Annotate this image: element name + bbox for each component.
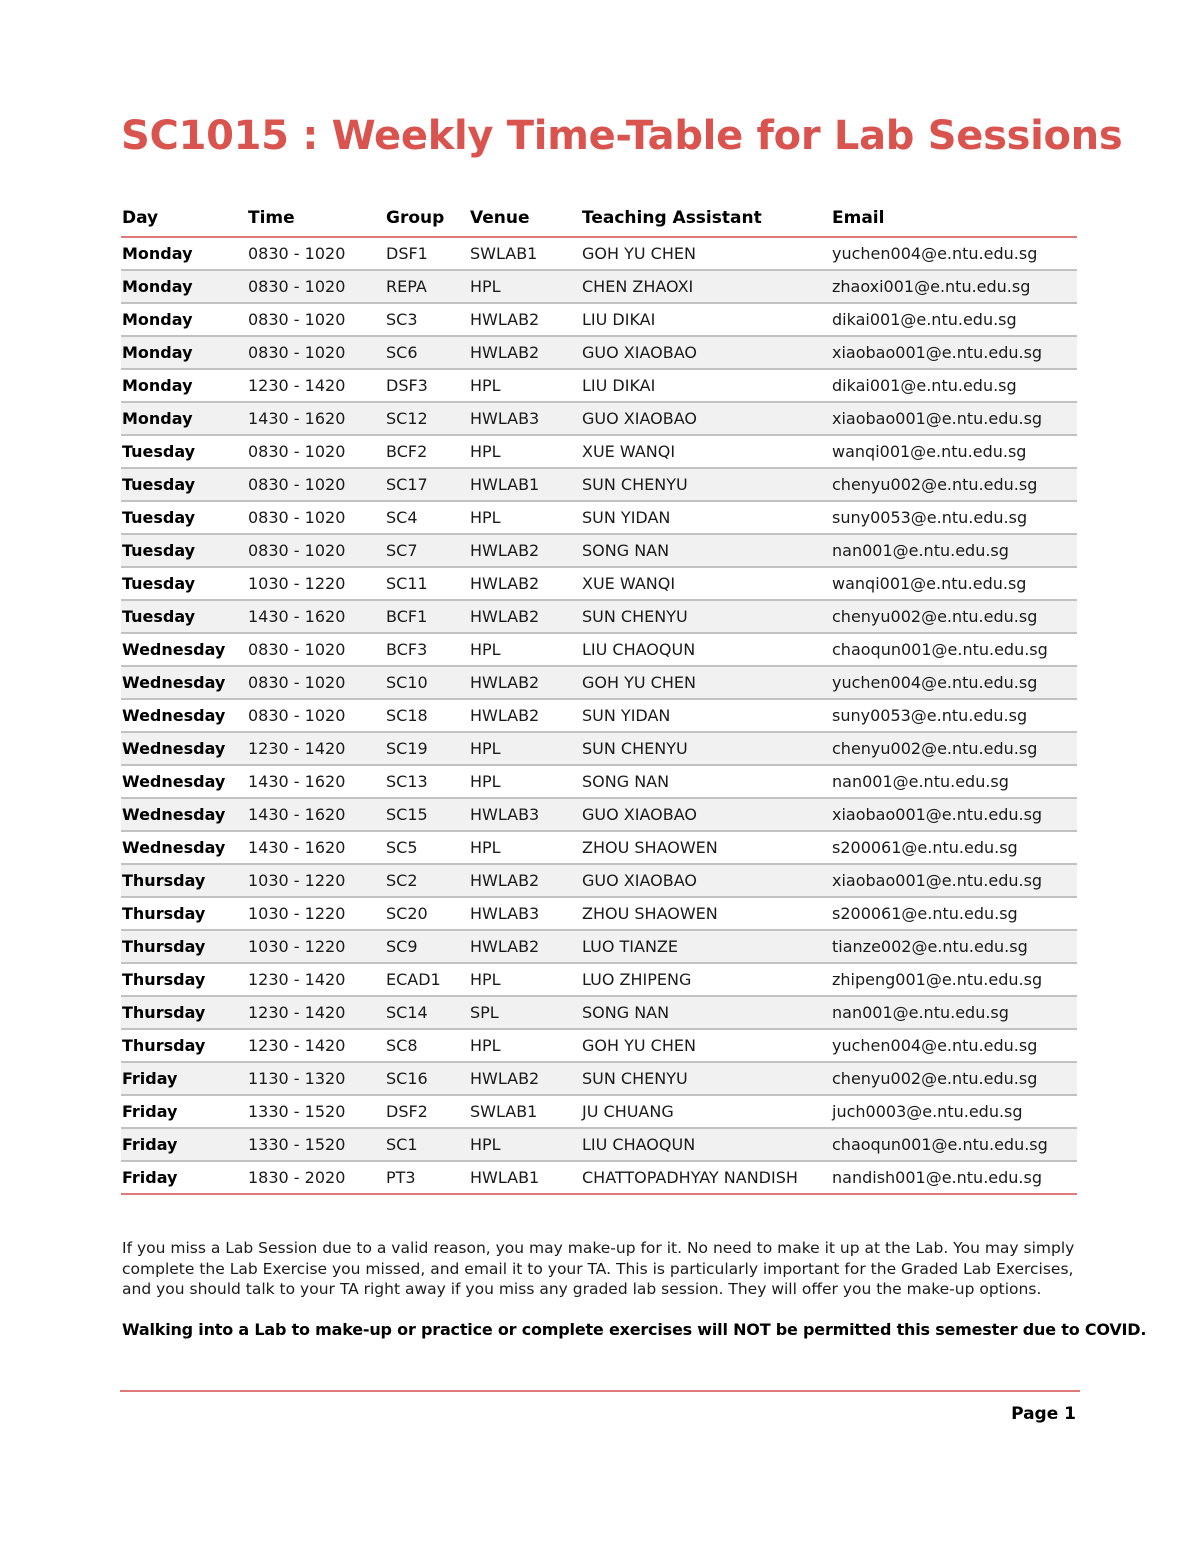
- table-row: [121, 468, 1077, 501]
- cell-time: 0830 - 1020: [247, 534, 385, 567]
- cell-email: nan001@e.ntu.edu.sg: [831, 996, 1077, 1029]
- cell-email: xiaobao001@e.ntu.edu.sg: [831, 336, 1077, 369]
- cell-teaching-assistant: SUN CHENYU: [581, 1062, 831, 1095]
- cell-group: SC11: [385, 567, 469, 600]
- cell-group: SC12: [385, 402, 469, 435]
- table-row: [121, 336, 1077, 369]
- table-row: [121, 1095, 1077, 1128]
- cell-email: yuchen004@e.ntu.edu.sg: [831, 1029, 1077, 1062]
- cell-time: 1430 - 1620: [247, 831, 385, 864]
- header-email: Email: [831, 200, 1077, 237]
- cell-time: 0830 - 1020: [247, 501, 385, 534]
- cell-teaching-assistant: GUO XIAOBAO: [581, 864, 831, 897]
- cell-time: 1230 - 1420: [247, 963, 385, 996]
- cell-day: Monday: [121, 270, 247, 303]
- table-row: [121, 369, 1077, 402]
- cell-email: dikai001@e.ntu.edu.sg: [831, 303, 1077, 336]
- table-row: [121, 798, 1077, 831]
- cell-group: SC3: [385, 303, 469, 336]
- cell-email: chaoqun001@e.ntu.edu.sg: [831, 633, 1077, 666]
- cell-email: wanqi001@e.ntu.edu.sg: [831, 435, 1077, 468]
- table-row: [121, 237, 1077, 270]
- cell-venue: HWLAB2: [469, 1062, 581, 1095]
- cell-teaching-assistant: SONG NAN: [581, 996, 831, 1029]
- cell-venue: HPL: [469, 765, 581, 798]
- cell-group: SC1: [385, 1128, 469, 1161]
- cell-teaching-assistant: GOH YU CHEN: [581, 666, 831, 699]
- cell-time: 1230 - 1420: [247, 996, 385, 1029]
- cell-venue: SWLAB1: [469, 1095, 581, 1128]
- cell-time: 0830 - 1020: [247, 237, 385, 270]
- cell-group: DSF1: [385, 237, 469, 270]
- cell-day: Wednesday: [121, 633, 247, 666]
- cell-email: xiaobao001@e.ntu.edu.sg: [831, 798, 1077, 831]
- table-row: [121, 633, 1077, 666]
- table-row: [121, 864, 1077, 897]
- table-row: [121, 600, 1077, 633]
- table-header-row: [121, 200, 1077, 237]
- cell-time: 1430 - 1620: [247, 798, 385, 831]
- cell-time: 1130 - 1320: [247, 1062, 385, 1095]
- cell-group: SC10: [385, 666, 469, 699]
- cell-teaching-assistant: SONG NAN: [581, 765, 831, 798]
- cell-day: Monday: [121, 336, 247, 369]
- cell-email: dikai001@e.ntu.edu.sg: [831, 369, 1077, 402]
- cell-time: 1430 - 1620: [247, 600, 385, 633]
- table-row: [121, 699, 1077, 732]
- cell-teaching-assistant: GUO XIAOBAO: [581, 336, 831, 369]
- cell-email: chenyu002@e.ntu.edu.sg: [831, 600, 1077, 633]
- cell-teaching-assistant: SONG NAN: [581, 534, 831, 567]
- cell-day: Tuesday: [121, 567, 247, 600]
- cell-email: zhipeng001@e.ntu.edu.sg: [831, 963, 1077, 996]
- cell-teaching-assistant: GUO XIAOBAO: [581, 798, 831, 831]
- cell-venue: HPL: [469, 501, 581, 534]
- cell-teaching-assistant: SUN CHENYU: [581, 600, 831, 633]
- cell-time: 0830 - 1020: [247, 699, 385, 732]
- cell-group: SC19: [385, 732, 469, 765]
- cell-group: SC17: [385, 468, 469, 501]
- cell-group: DSF2: [385, 1095, 469, 1128]
- cell-group: REPA: [385, 270, 469, 303]
- cell-group: ECAD1: [385, 963, 469, 996]
- page-title: SC1015 : Weekly Time-Table for Lab Sessions: [121, 113, 1123, 159]
- lab-timetable: [121, 200, 1077, 1195]
- cell-venue: HWLAB3: [469, 798, 581, 831]
- page-number: Page 1: [1011, 1404, 1076, 1424]
- cell-group: SC7: [385, 534, 469, 567]
- makeup-note: If you miss a Lab Session due to a valid reason, you may make-up for it. No need to make it up at the Lab. You may simply complete the Lab Exercise you missed, and email it to your TA. This is particularly important for the Graded Lab Exercises, and you should talk to your TA right away if you miss any graded lab session. They will offer you the make-up options.: [122, 1239, 1075, 1298]
- cell-venue: HPL: [469, 435, 581, 468]
- cell-email: yuchen004@e.ntu.edu.sg: [831, 666, 1077, 699]
- cell-teaching-assistant: CHATTOPADHYAY NANDISH: [581, 1161, 831, 1194]
- cell-time: 0830 - 1020: [247, 303, 385, 336]
- cell-venue: HPL: [469, 1128, 581, 1161]
- cell-venue: SWLAB1: [469, 237, 581, 270]
- cell-venue: HWLAB1: [469, 468, 581, 501]
- cell-day: Tuesday: [121, 468, 247, 501]
- cell-day: Friday: [121, 1161, 247, 1194]
- cell-email: chenyu002@e.ntu.edu.sg: [831, 468, 1077, 501]
- cell-venue: HWLAB2: [469, 303, 581, 336]
- cell-email: chaoqun001@e.ntu.edu.sg: [831, 1128, 1077, 1161]
- cell-teaching-assistant: JU CHUANG: [581, 1095, 831, 1128]
- cell-group: SC15: [385, 798, 469, 831]
- cell-time: 1430 - 1620: [247, 402, 385, 435]
- cell-teaching-assistant: ZHOU SHAOWEN: [581, 831, 831, 864]
- table-row: [121, 765, 1077, 798]
- cell-teaching-assistant: GOH YU CHEN: [581, 237, 831, 270]
- cell-teaching-assistant: LUO TIANZE: [581, 930, 831, 963]
- cell-group: SC4: [385, 501, 469, 534]
- cell-venue: HWLAB2: [469, 567, 581, 600]
- cell-email: nan001@e.ntu.edu.sg: [831, 765, 1077, 798]
- cell-group: SC5: [385, 831, 469, 864]
- table-row: [121, 435, 1077, 468]
- cell-time: 1230 - 1420: [247, 1029, 385, 1062]
- cell-group: SC18: [385, 699, 469, 732]
- table-row: [121, 666, 1077, 699]
- cell-group: SC6: [385, 336, 469, 369]
- cell-email: tianze002@e.ntu.edu.sg: [831, 930, 1077, 963]
- table-row: [121, 930, 1077, 963]
- cell-email: juch0003@e.ntu.edu.sg: [831, 1095, 1077, 1128]
- cell-email: yuchen004@e.ntu.edu.sg: [831, 237, 1077, 270]
- cell-teaching-assistant: GOH YU CHEN: [581, 1029, 831, 1062]
- cell-time: 0830 - 1020: [247, 270, 385, 303]
- cell-teaching-assistant: SUN CHENYU: [581, 468, 831, 501]
- cell-venue: HWLAB2: [469, 600, 581, 633]
- covid-notice: Walking into a Lab to make-up or practice or complete exercises will NOT be permitted this semester due to COVID.: [122, 1320, 1147, 1339]
- cell-day: Thursday: [121, 996, 247, 1029]
- cell-teaching-assistant: LIU CHAOQUN: [581, 633, 831, 666]
- table-row: [121, 831, 1077, 864]
- cell-group: SC8: [385, 1029, 469, 1062]
- cell-day: Thursday: [121, 897, 247, 930]
- cell-time: 1430 - 1620: [247, 765, 385, 798]
- cell-email: wanqi001@e.ntu.edu.sg: [831, 567, 1077, 600]
- table-row: [121, 897, 1077, 930]
- cell-venue: HPL: [469, 732, 581, 765]
- cell-venue: HPL: [469, 831, 581, 864]
- table-row: [121, 303, 1077, 336]
- cell-venue: HWLAB2: [469, 699, 581, 732]
- cell-teaching-assistant: LIU CHAOQUN: [581, 1128, 831, 1161]
- cell-teaching-assistant: XUE WANQI: [581, 567, 831, 600]
- table-row: [121, 963, 1077, 996]
- cell-email: zhaoxi001@e.ntu.edu.sg: [831, 270, 1077, 303]
- cell-group: SC14: [385, 996, 469, 1029]
- cell-time: 1030 - 1220: [247, 930, 385, 963]
- cell-venue: HWLAB2: [469, 864, 581, 897]
- cell-day: Wednesday: [121, 666, 247, 699]
- table-row: [121, 996, 1077, 1029]
- cell-venue: HWLAB2: [469, 534, 581, 567]
- cell-day: Friday: [121, 1095, 247, 1128]
- cell-group: DSF3: [385, 369, 469, 402]
- cell-teaching-assistant: GUO XIAOBAO: [581, 402, 831, 435]
- cell-venue: HWLAB3: [469, 402, 581, 435]
- cell-group: BCF3: [385, 633, 469, 666]
- cell-day: Monday: [121, 369, 247, 402]
- cell-group: BCF1: [385, 600, 469, 633]
- header-group: Group: [385, 200, 469, 237]
- cell-group: SC2: [385, 864, 469, 897]
- table-row: [121, 567, 1077, 600]
- cell-venue: HPL: [469, 963, 581, 996]
- cell-venue: HPL: [469, 270, 581, 303]
- cell-day: Monday: [121, 303, 247, 336]
- cell-group: SC16: [385, 1062, 469, 1095]
- cell-time: 0830 - 1020: [247, 633, 385, 666]
- cell-day: Tuesday: [121, 534, 247, 567]
- cell-teaching-assistant: LIU DIKAI: [581, 303, 831, 336]
- table-row: [121, 1062, 1077, 1095]
- cell-time: 1330 - 1520: [247, 1128, 385, 1161]
- cell-venue: HWLAB2: [469, 336, 581, 369]
- table-row: [121, 270, 1077, 303]
- cell-time: 1030 - 1220: [247, 897, 385, 930]
- table-row: [121, 1161, 1077, 1194]
- cell-day: Friday: [121, 1128, 247, 1161]
- header-teaching-assistant: Teaching Assistant: [581, 200, 831, 237]
- table-row: [121, 402, 1077, 435]
- cell-email: s200061@e.ntu.edu.sg: [831, 831, 1077, 864]
- cell-day: Wednesday: [121, 699, 247, 732]
- cell-email: nan001@e.ntu.edu.sg: [831, 534, 1077, 567]
- cell-day: Wednesday: [121, 732, 247, 765]
- cell-group: SC13: [385, 765, 469, 798]
- cell-email: chenyu002@e.ntu.edu.sg: [831, 1062, 1077, 1095]
- cell-day: Thursday: [121, 864, 247, 897]
- cell-teaching-assistant: LIU DIKAI: [581, 369, 831, 402]
- cell-day: Thursday: [121, 963, 247, 996]
- header-venue: Venue: [469, 200, 581, 237]
- table-row: [121, 534, 1077, 567]
- cell-day: Wednesday: [121, 831, 247, 864]
- cell-venue: HWLAB2: [469, 666, 581, 699]
- cell-email: suny0053@e.ntu.edu.sg: [831, 699, 1077, 732]
- cell-group: SC9: [385, 930, 469, 963]
- cell-day: Thursday: [121, 930, 247, 963]
- cell-venue: HPL: [469, 633, 581, 666]
- cell-time: 0830 - 1020: [247, 435, 385, 468]
- cell-day: Tuesday: [121, 600, 247, 633]
- cell-day: Tuesday: [121, 501, 247, 534]
- cell-email: xiaobao001@e.ntu.edu.sg: [831, 402, 1077, 435]
- cell-teaching-assistant: SUN YIDAN: [581, 501, 831, 534]
- table-row: [121, 732, 1077, 765]
- cell-teaching-assistant: SUN CHENYU: [581, 732, 831, 765]
- cell-venue: SPL: [469, 996, 581, 1029]
- cell-day: Wednesday: [121, 798, 247, 831]
- table-row: [121, 501, 1077, 534]
- cell-teaching-assistant: SUN YIDAN: [581, 699, 831, 732]
- cell-email: chenyu002@e.ntu.edu.sg: [831, 732, 1077, 765]
- table-row: [121, 1029, 1077, 1062]
- cell-time: 1030 - 1220: [247, 864, 385, 897]
- cell-venue: HWLAB2: [469, 930, 581, 963]
- table-body: [121, 237, 1077, 1194]
- cell-teaching-assistant: LUO ZHIPENG: [581, 963, 831, 996]
- cell-day: Wednesday: [121, 765, 247, 798]
- cell-email: s200061@e.ntu.edu.sg: [831, 897, 1077, 930]
- header-time: Time: [247, 200, 385, 237]
- cell-time: 0830 - 1020: [247, 666, 385, 699]
- cell-day: Monday: [121, 402, 247, 435]
- cell-day: Monday: [121, 237, 247, 270]
- cell-time: 0830 - 1020: [247, 468, 385, 501]
- cell-group: BCF2: [385, 435, 469, 468]
- cell-time: 1230 - 1420: [247, 732, 385, 765]
- cell-day: Thursday: [121, 1029, 247, 1062]
- cell-teaching-assistant: XUE WANQI: [581, 435, 831, 468]
- cell-email: xiaobao001@e.ntu.edu.sg: [831, 864, 1077, 897]
- cell-time: 1830 - 2020: [247, 1161, 385, 1194]
- cell-group: SC20: [385, 897, 469, 930]
- footer-divider: [120, 1390, 1080, 1392]
- cell-email: suny0053@e.ntu.edu.sg: [831, 501, 1077, 534]
- cell-teaching-assistant: ZHOU SHAOWEN: [581, 897, 831, 930]
- cell-venue: HWLAB3: [469, 897, 581, 930]
- cell-group: PT3: [385, 1161, 469, 1194]
- cell-day: Tuesday: [121, 435, 247, 468]
- cell-email: nandish001@e.ntu.edu.sg: [831, 1161, 1077, 1194]
- cell-time: 1330 - 1520: [247, 1095, 385, 1128]
- cell-venue: HPL: [469, 369, 581, 402]
- cell-time: 1030 - 1220: [247, 567, 385, 600]
- cell-day: Friday: [121, 1062, 247, 1095]
- cell-venue: HPL: [469, 1029, 581, 1062]
- cell-time: 0830 - 1020: [247, 336, 385, 369]
- cell-teaching-assistant: CHEN ZHAOXI: [581, 270, 831, 303]
- table-row: [121, 1128, 1077, 1161]
- header-day: Day: [121, 200, 247, 237]
- cell-venue: HWLAB1: [469, 1161, 581, 1194]
- cell-time: 1230 - 1420: [247, 369, 385, 402]
